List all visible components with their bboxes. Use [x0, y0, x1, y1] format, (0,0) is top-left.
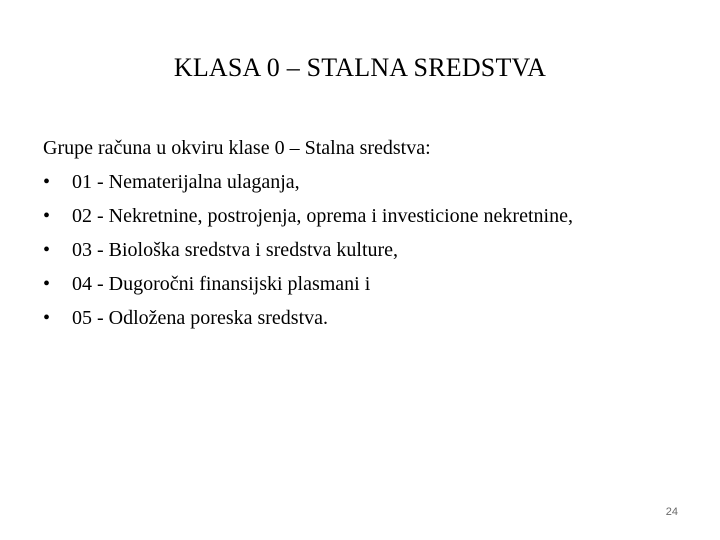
bullet-icon: •: [43, 307, 51, 329]
slide-title: KLASA 0 – STALNA SREDSTVA: [173, 53, 547, 82]
slide-body: [43, 131, 703, 335]
list-item: [43, 301, 703, 335]
bullet-icon: •: [43, 171, 51, 193]
list-item: [43, 267, 703, 301]
list-item: [43, 165, 703, 199]
list-item-text: 05 - Odložena poreska sredstva.: [72, 307, 329, 329]
page-number: 24: [665, 506, 678, 518]
list-item: [43, 199, 703, 233]
bullet-icon: •: [43, 239, 51, 261]
list-item-text: 01 - Nematerijalna ulaganja,: [72, 171, 300, 193]
account-group-list: [43, 165, 703, 335]
bullet-icon: •: [43, 273, 51, 295]
list-item-text: 04 - Dugoročni finansijski plasmani i: [72, 273, 371, 295]
bullet-icon: •: [43, 205, 51, 227]
list-item-text: 03 - Biološka sredstva i sredstva kulture,: [72, 239, 399, 261]
list-item-text: 02 - Nekretnine, postrojenja, oprema i investicione nekretnine,: [72, 205, 573, 227]
intro-text: Grupe računa u okviru klase 0 – Stalna sredstva:: [43, 137, 431, 159]
list-item: [43, 233, 703, 267]
